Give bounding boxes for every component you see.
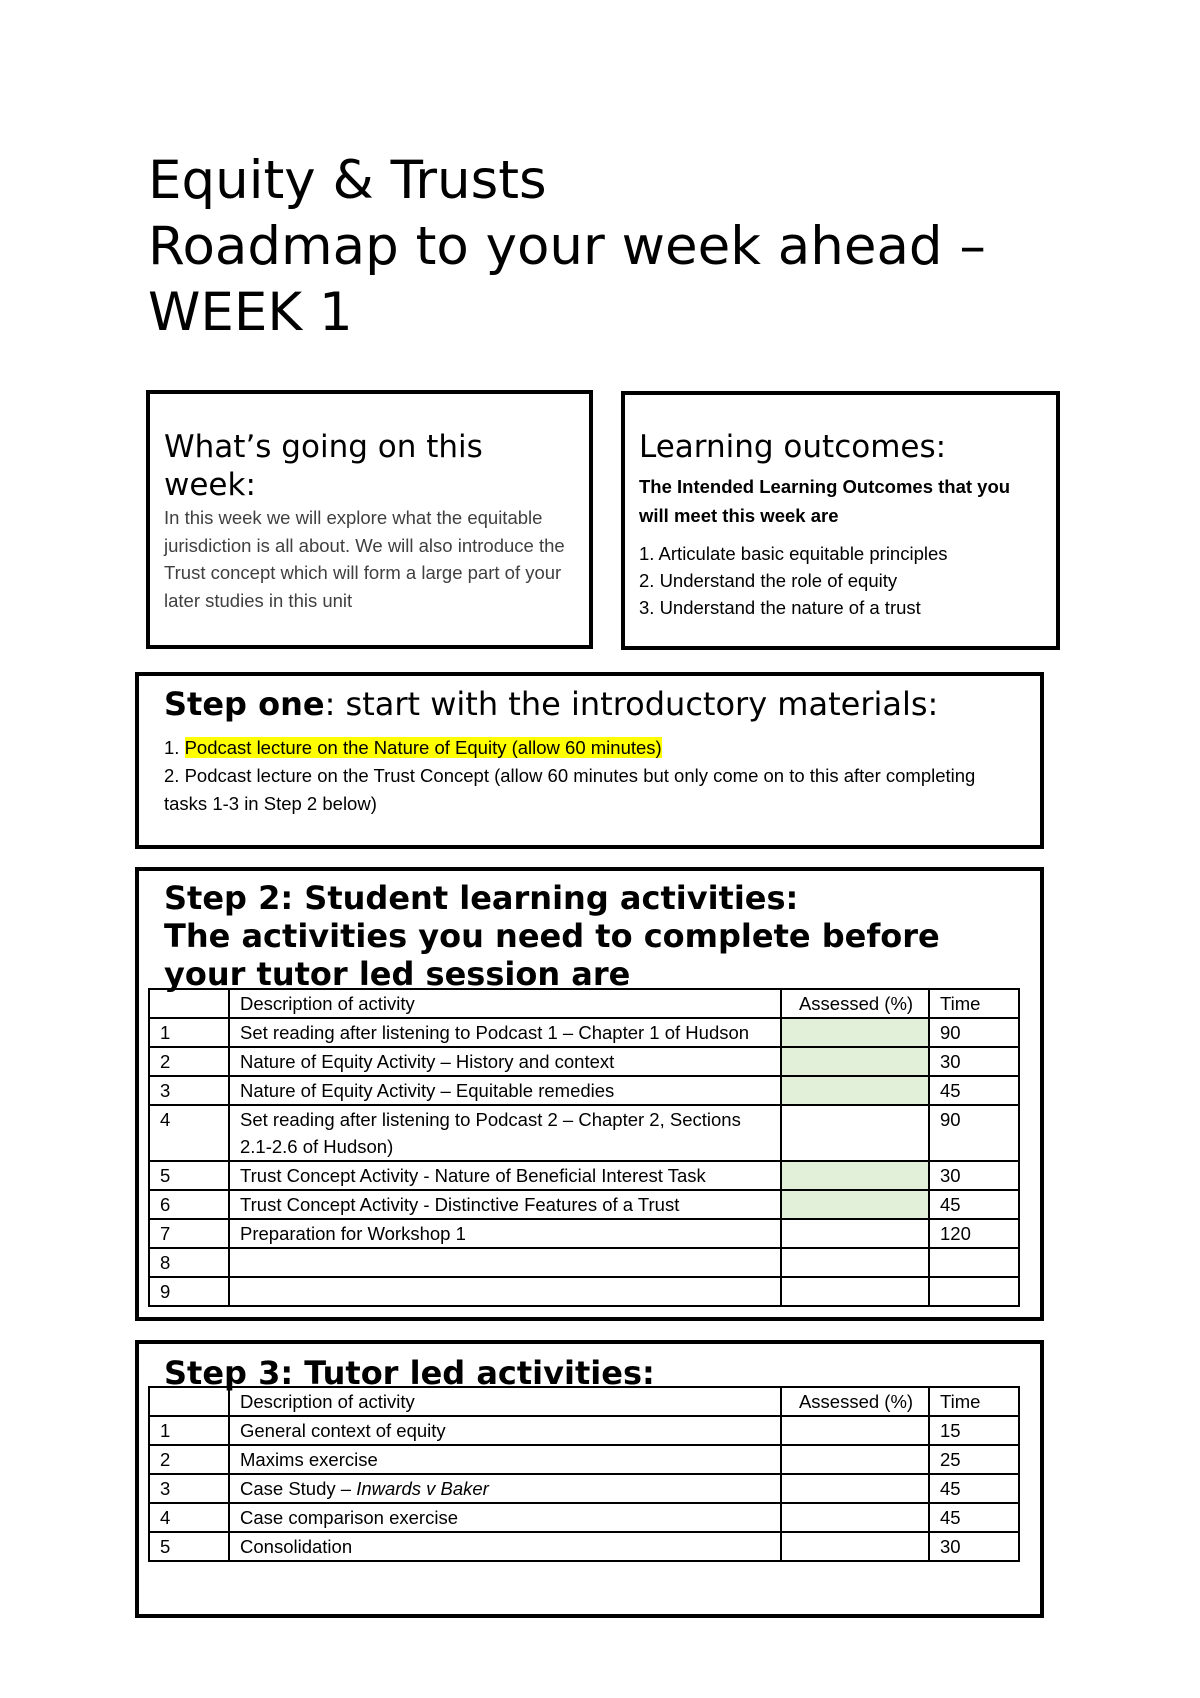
step-one-box	[135, 672, 1044, 849]
assessed-cell	[781, 1161, 929, 1190]
activity-time: 30	[929, 1532, 1019, 1561]
table-header-cell: Assessed (%)	[781, 989, 929, 1018]
table-header-cell	[149, 989, 229, 1018]
assessed-cell	[781, 1248, 929, 1277]
row-number: 9	[149, 1277, 229, 1306]
learning-outcomes-heading: Learning outcomes:	[639, 429, 947, 465]
row-number: 4	[149, 1105, 229, 1161]
step-one-heading-rest: : start with the introductory materials:	[324, 685, 939, 723]
activity-time: 15	[929, 1416, 1019, 1445]
table-header-cell: Time	[929, 1387, 1019, 1416]
activity-description	[229, 1445, 781, 1474]
row-number: 2	[149, 1445, 229, 1474]
activity-description	[229, 1503, 781, 1532]
activity-description-text: Maxims exercise	[240, 1449, 378, 1470]
assessed-cell	[781, 1105, 929, 1161]
page-title	[148, 148, 1088, 346]
assessed-cell	[781, 1416, 929, 1445]
table-row	[149, 1161, 1019, 1190]
learning-outcome-item: 1. Articulate basic equitable principles	[639, 543, 948, 564]
title-line-3: WEEK 1	[148, 282, 353, 343]
week-overview-text: In this week we will explore what the equitable jurisdiction is all about. We will also introduce the Trust concept which will form a large part of your later studies in this unit	[164, 507, 565, 611]
table-row	[149, 1445, 1019, 1474]
step-two-heading-2: The activities you need to complete before your tutor led session are	[164, 917, 940, 993]
table-row	[149, 1219, 1019, 1248]
activity-time: 45	[929, 1190, 1019, 1219]
row-number: 3	[149, 1076, 229, 1105]
row-number: 6	[149, 1190, 229, 1219]
table-row	[149, 1076, 1019, 1105]
table-header-cell: Description of activity	[229, 989, 781, 1018]
assessed-cell	[781, 1474, 929, 1503]
learning-outcome-item: 3. Understand the nature of a trust	[639, 597, 921, 618]
assessed-cell	[781, 1190, 929, 1219]
table-header-cell	[149, 1387, 229, 1416]
table-clip-cover	[140, 1322, 1040, 1334]
activity-time: 120	[929, 1219, 1019, 1248]
step-two-box-bottom-border	[135, 1317, 1044, 1321]
activity-description: Set reading after listening to Podcast 1 – Chapter 1 of Hudson	[229, 1018, 781, 1047]
activity-time: 45	[929, 1503, 1019, 1532]
table-row	[149, 1474, 1019, 1503]
student-activities-table	[148, 988, 1020, 1307]
learning-outcomes-box	[621, 391, 1060, 650]
table-header-cell: Description of activity	[229, 1387, 781, 1416]
activity-description	[229, 1474, 781, 1503]
activity-description-text: Case Study –	[240, 1478, 357, 1499]
table-row	[149, 1047, 1019, 1076]
assessed-cell	[781, 1277, 929, 1306]
activity-description	[229, 1248, 781, 1277]
assessed-cell	[781, 1532, 929, 1561]
activity-description: Preparation for Workshop 1	[229, 1219, 781, 1248]
activity-time: 90	[929, 1105, 1019, 1161]
table-row	[149, 1416, 1019, 1445]
activity-description-text: General context of equity	[240, 1420, 446, 1441]
activity-time: 45	[929, 1474, 1019, 1503]
assessed-cell	[781, 1076, 929, 1105]
title-line-1: Equity & Trusts	[148, 150, 547, 211]
week-overview-box	[146, 390, 593, 649]
assessed-cell	[781, 1018, 929, 1047]
step-one-item-2: 2. Podcast lecture on the Trust Concept (allow 60 minutes but only come on to this after completing tasks 1-3 in Step 2 below)	[164, 765, 976, 814]
activity-description: Trust Concept Activity - Nature of Beneficial Interest Task	[229, 1161, 781, 1190]
assessed-cell	[781, 1219, 929, 1248]
table-row	[149, 1018, 1019, 1047]
activity-time: 90	[929, 1018, 1019, 1047]
learning-outcome-item: 2. Understand the role of equity	[639, 570, 898, 591]
week-overview-heading: What’s going on this week:	[164, 429, 483, 503]
table-header-cell: Time	[929, 989, 1019, 1018]
activity-description	[229, 1277, 781, 1306]
table-row	[149, 1503, 1019, 1532]
activity-description: Nature of Equity Activity – Equitable remedies	[229, 1076, 781, 1105]
step-one-heading	[164, 684, 1018, 724]
activity-description-text: Case comparison exercise	[240, 1507, 458, 1528]
step-one-item-1	[164, 734, 1018, 762]
table-header-row	[149, 989, 1019, 1018]
activity-time	[929, 1277, 1019, 1306]
step-one-item-1-number: 1.	[164, 737, 185, 758]
activity-description-italic: Inwards v Baker	[356, 1478, 489, 1499]
assessed-cell	[781, 1445, 929, 1474]
table-row	[149, 1532, 1019, 1561]
table-header-cell: Assessed (%)	[781, 1387, 929, 1416]
table-row	[149, 1105, 1019, 1161]
step-one-list	[164, 734, 1018, 818]
activity-description-text: Consolidation	[240, 1536, 353, 1557]
activity-time: 30	[929, 1161, 1019, 1190]
activity-description	[229, 1532, 781, 1561]
learning-outcomes-intro: The Intended Learning Outcomes that you will meet this week are	[639, 476, 1011, 526]
table-row	[149, 1277, 1019, 1306]
activity-description: Set reading after listening to Podcast 2 – Chapter 2, Sections 2.1-2.6 of Hudson)	[229, 1105, 781, 1161]
row-number: 8	[149, 1248, 229, 1277]
activity-description	[229, 1416, 781, 1445]
step-one-item-1-highlighted: Podcast lecture on the Nature of Equity (allow 60 minutes)	[184, 737, 662, 758]
assessed-cell	[781, 1503, 929, 1532]
activity-time: 45	[929, 1076, 1019, 1105]
table-row	[149, 1248, 1019, 1277]
step-two-heading-1: Step 2: Student learning activities:	[164, 879, 799, 917]
title-line-2: Roadmap to your week ahead –	[148, 216, 986, 277]
row-number: 5	[149, 1532, 229, 1561]
activity-description: Trust Concept Activity - Distinctive Features of a Trust	[229, 1190, 781, 1219]
row-number: 1	[149, 1018, 229, 1047]
table-row	[149, 1190, 1019, 1219]
activity-time	[929, 1248, 1019, 1277]
tutor-activities-table	[148, 1386, 1020, 1562]
row-number: 7	[149, 1219, 229, 1248]
row-number: 5	[149, 1161, 229, 1190]
row-number: 1	[149, 1416, 229, 1445]
row-number: 4	[149, 1503, 229, 1532]
table-header-row	[149, 1387, 1019, 1416]
row-number: 3	[149, 1474, 229, 1503]
assessed-cell	[781, 1047, 929, 1076]
learning-outcomes-list	[639, 540, 1042, 621]
row-number: 2	[149, 1047, 229, 1076]
activity-time: 30	[929, 1047, 1019, 1076]
step-one-heading-bold: Step one	[164, 685, 325, 723]
activity-description: Nature of Equity Activity – History and context	[229, 1047, 781, 1076]
activity-time: 25	[929, 1445, 1019, 1474]
step-three-heading: Step 3: Tutor led activities:	[164, 1354, 655, 1392]
